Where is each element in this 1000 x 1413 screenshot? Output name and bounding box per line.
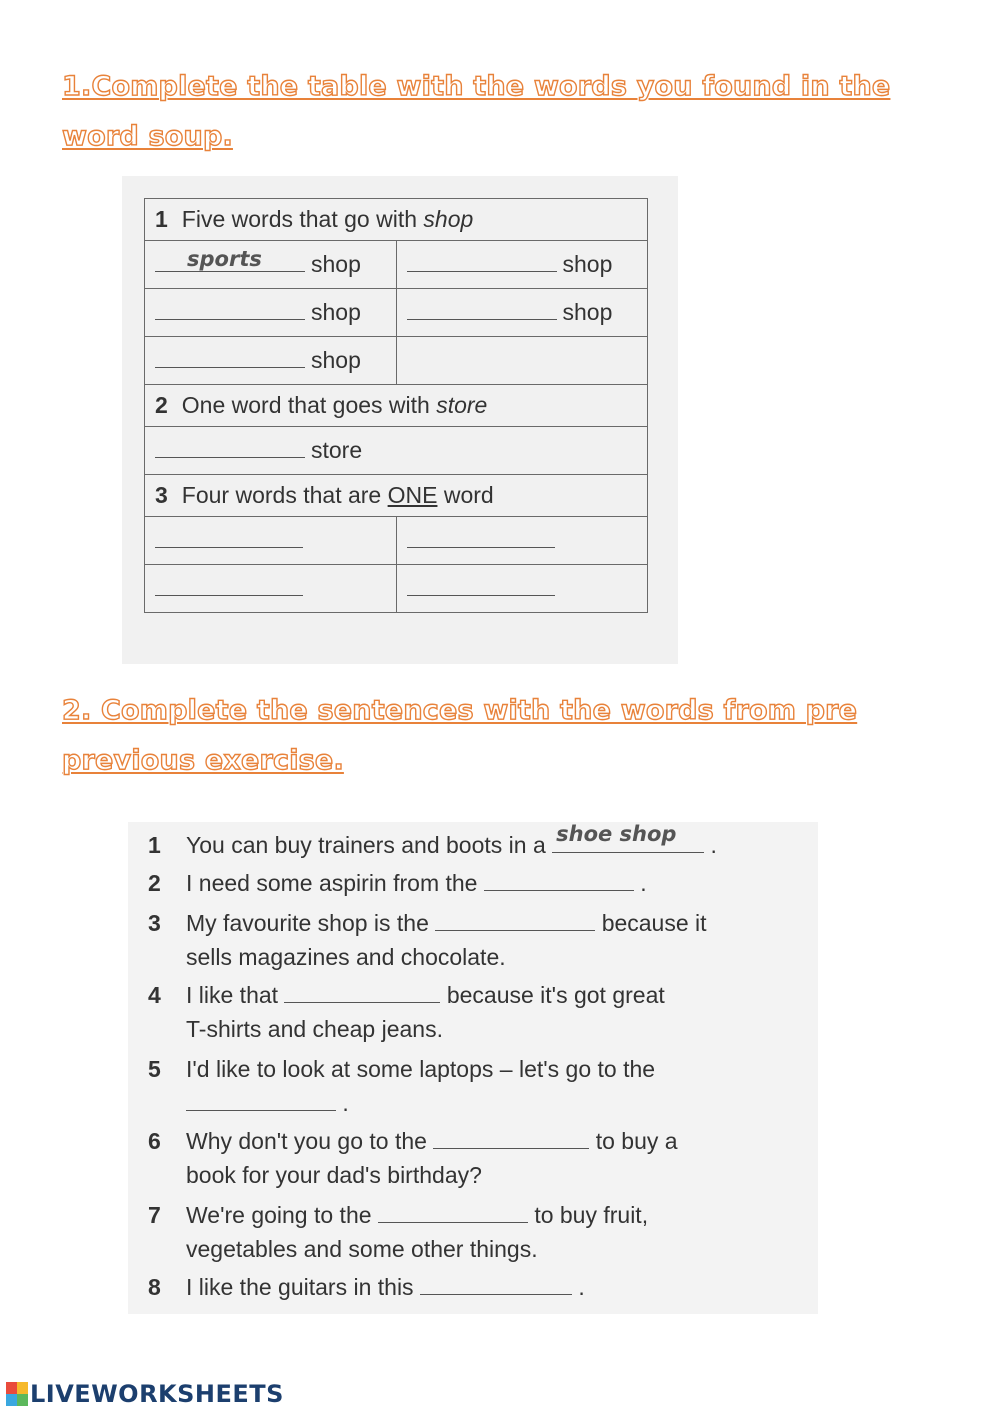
shop-suffix: shop xyxy=(311,251,361,277)
shop-suffix: shop xyxy=(562,299,613,325)
exercise1-table xyxy=(144,198,648,613)
sentence-end: . xyxy=(578,1274,585,1300)
logo-icon xyxy=(6,1382,28,1406)
sentence-4 xyxy=(148,978,665,1046)
sentence-answer-7[interactable] xyxy=(378,1202,528,1223)
sentence-answer-3[interactable] xyxy=(435,910,595,931)
section1-header xyxy=(145,199,648,241)
shop-cell-2 xyxy=(396,241,648,289)
sentence-continuation: vegetables and some other things. xyxy=(186,1236,538,1262)
sentence-number: 5 xyxy=(148,1056,161,1082)
sentence-continuation xyxy=(148,1086,655,1120)
sentence-number: 3 xyxy=(148,910,161,936)
sentence-answer-4[interactable] xyxy=(284,982,440,1003)
sentence-continuation: book for your dad's birthday? xyxy=(186,1162,482,1188)
section3-suffix: word xyxy=(443,482,494,508)
logo-square-red xyxy=(6,1382,17,1394)
sentence-end: . xyxy=(640,870,647,896)
shop-answer-4[interactable] xyxy=(407,299,557,320)
one-word-cell-2 xyxy=(396,517,648,565)
shop-suffix: shop xyxy=(311,347,361,373)
section3-number: 3 xyxy=(155,482,168,508)
sentence-number: 4 xyxy=(148,982,161,1008)
one-word-cell-3 xyxy=(145,565,397,613)
one-word-answer-2[interactable] xyxy=(407,527,555,548)
sentence-text: I need some aspirin from the xyxy=(186,870,478,896)
section1-text: Five words that go with xyxy=(181,206,418,232)
sentence-text: We're going to the xyxy=(186,1202,372,1228)
shop-cell-5 xyxy=(145,337,397,385)
store-answer[interactable] xyxy=(155,437,305,458)
sentence-text: Why don't you go to the xyxy=(186,1128,427,1154)
sentence-number: 6 xyxy=(148,1128,161,1154)
sentence-text: I like that xyxy=(186,982,279,1008)
sentence-text: You can buy trainers and boots in a xyxy=(186,832,546,858)
logo-text: LIVEWORKSHEETS xyxy=(30,1380,284,1408)
sentence-continuation: sells magazines and chocolate. xyxy=(186,944,506,970)
sentence-continuation: T-shirts and cheap jeans. xyxy=(186,1016,443,1042)
section3-header xyxy=(145,475,648,517)
shop-answer-3[interactable] xyxy=(155,299,305,320)
sentence-number: 8 xyxy=(148,1274,161,1300)
sentence-end: . xyxy=(710,832,717,858)
example-answer-2: shoe shop xyxy=(556,822,677,846)
sentence-answer-8[interactable] xyxy=(420,1274,572,1295)
shop-cell-3 xyxy=(145,289,397,337)
sentence-text: I'd like to look at some laptops – let's go to the xyxy=(186,1056,656,1082)
shop-cell-4 xyxy=(396,289,648,337)
section2-text: One word that goes with xyxy=(181,392,430,418)
example-answer: sports xyxy=(187,247,262,271)
sentence-answer-2[interactable] xyxy=(484,870,634,891)
shop-answer-5[interactable] xyxy=(155,347,305,368)
sentence-7 xyxy=(148,1198,648,1266)
exercise1-title: 1.Complete the table with the words you found in the word soup. xyxy=(62,71,891,152)
one-word-cell-4 xyxy=(396,565,648,613)
sentence-5 xyxy=(148,1052,655,1120)
shop-answer-1[interactable] xyxy=(155,247,305,272)
sentence-8 xyxy=(148,1270,585,1304)
section3-underlined: ONE xyxy=(387,482,438,508)
logo-square-green xyxy=(17,1394,28,1406)
logo-square-blue xyxy=(6,1394,17,1406)
sentence-text: My favourite shop is the xyxy=(186,910,429,936)
sentence-end: because it's got great xyxy=(446,982,665,1008)
shop-suffix: shop xyxy=(311,299,361,325)
exercise1-scan xyxy=(122,176,678,664)
one-word-answer-1[interactable] xyxy=(155,527,303,548)
store-suffix: store xyxy=(311,437,363,463)
sentence-number: 7 xyxy=(148,1202,161,1228)
sentence-answer-5[interactable] xyxy=(186,1090,336,1111)
section3-text: Four words that are xyxy=(181,482,382,508)
section2-emph: store xyxy=(436,392,488,418)
shop-suffix: shop xyxy=(562,251,613,277)
sentence-6 xyxy=(148,1124,678,1192)
empty-cell xyxy=(396,337,648,385)
sentence-2 xyxy=(148,866,647,900)
sentence-end: . xyxy=(342,1090,349,1116)
section1-number: 1 xyxy=(155,206,168,232)
logo-square-yellow xyxy=(17,1382,28,1394)
section2-number: 2 xyxy=(155,392,168,418)
sentence-3 xyxy=(148,906,707,974)
section2-header xyxy=(145,385,648,427)
shop-answer-2[interactable] xyxy=(407,251,557,272)
sentence-number: 2 xyxy=(148,870,161,896)
sentence-end: to buy fruit, xyxy=(534,1202,649,1228)
exercise2-title: 2. Complete the sentences with the words from pre previous exercise. xyxy=(62,695,858,776)
section1-emph: shop xyxy=(423,206,474,232)
shop-cell-1 xyxy=(145,241,397,289)
liveworksheets-logo xyxy=(6,1380,284,1408)
sentence-1 xyxy=(148,822,717,862)
sentence-end: because it xyxy=(601,910,707,936)
sentence-answer-1[interactable] xyxy=(552,822,704,853)
sentence-end: to buy a xyxy=(595,1128,678,1154)
sentence-text: I like the guitars in this xyxy=(186,1274,414,1300)
sentence-number: 1 xyxy=(148,832,161,858)
sentence-answer-6[interactable] xyxy=(433,1128,589,1149)
one-word-cell-1 xyxy=(145,517,397,565)
one-word-answer-4[interactable] xyxy=(407,575,555,596)
exercise2-scan xyxy=(128,822,818,1314)
store-cell xyxy=(145,427,648,475)
one-word-answer-3[interactable] xyxy=(155,575,303,596)
